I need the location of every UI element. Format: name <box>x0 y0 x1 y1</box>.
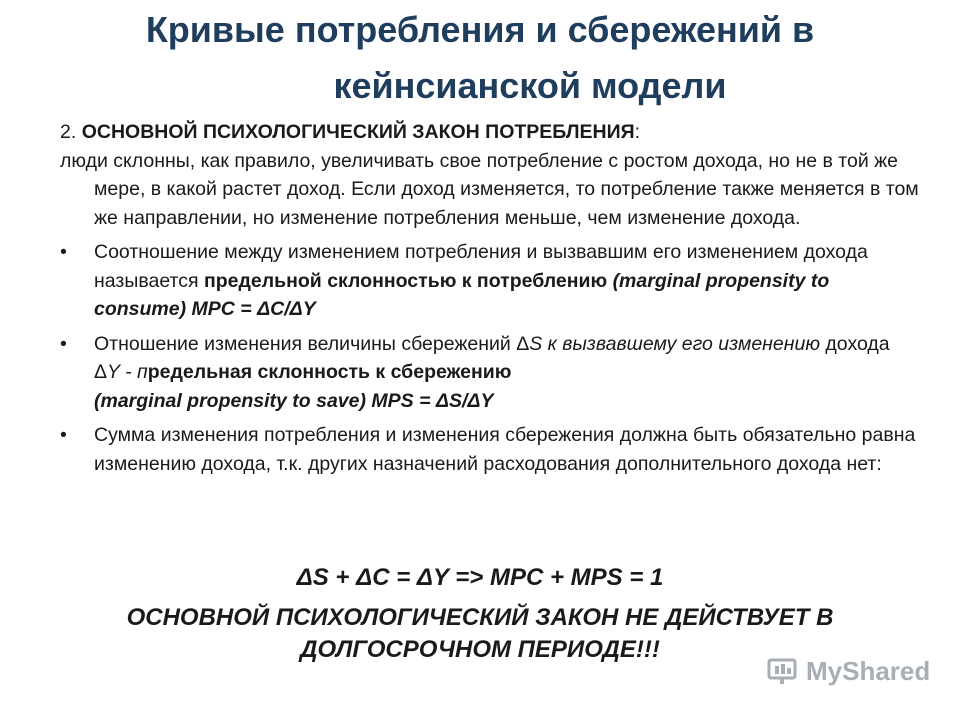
watermark-text: MyShared <box>806 656 931 686</box>
bullet-mps <box>60 330 920 416</box>
heading-colon: : <box>634 121 641 143</box>
law-conclusion-line1: ОСНОВНОЙ ПСИХОЛОГИЧЕСКИЙ ЗАКОН НЕ ДЕЙСТВУЕТ В <box>126 604 834 631</box>
bullet-mpc-term: предельной склонностью к потреблению <box>203 269 613 292</box>
bullet-mps-formula: (marginal propensity to save) MPS = ΔS/ΔY <box>94 389 494 412</box>
bullet-mps-text-c: дохода Δ <box>94 332 890 383</box>
bullet-icon: • <box>60 424 67 446</box>
bullet-sum-text: Сумма изменения потребления и изменения сбережения должна быть обязательно равна изменению дохода, т.к. других назначений расходования дополнительного дохода нет: <box>94 424 916 475</box>
bullet-mpc <box>60 238 920 324</box>
bullet-sum <box>60 421 920 478</box>
slide-title-line1: Кривые потребления и сбережений в <box>145 9 815 50</box>
slide-title <box>0 2 960 114</box>
heading-number: 2. <box>60 121 82 143</box>
bullet-mps-text-b: S к вызвавшему его изменению <box>529 332 821 355</box>
law-heading <box>60 118 920 147</box>
bullet-mpc-text: Соотношение между изменением потребления и вызвавшим его изменением дохода называется <box>94 241 868 292</box>
slide-content <box>60 118 920 478</box>
bullet-mps-term: редельная склонность к сбережению <box>147 361 512 383</box>
intro-paragraph: люди склонны, как правило, увеличивать свое потребление с ростом дохода, но не в той же мере, в какой растет доход. Если доход изменяется, то потребление также меняется в том же направлении, но изменение потребления меньше, чем изменение дохода. <box>60 149 919 229</box>
identity-formula: ΔS + ΔC = ΔY => MPC + MPS = 1 <box>296 564 664 591</box>
law-conclusion-line2: ДОЛГОСРОЧНОМ ПЕРИОДЕ!!! <box>300 636 660 663</box>
bullet-mps-text-a: Отношение изменения величины сбережений Δ <box>94 332 530 355</box>
bullet-icon: • <box>60 332 67 355</box>
slide-title-line2: кейнсианской модели <box>333 65 727 106</box>
bullet-mps-text-d: Y - п <box>107 361 148 383</box>
bullet-mpc-formula: (marginal propensity to consume) MPC = ΔC/ΔY <box>94 269 830 320</box>
heading-text: ОСНОВНОЙ ПСИХОЛОГИЧЕСКИЙ ЗАКОН ПОТРЕБЛЕНИЯ <box>81 121 635 143</box>
bullet-icon: • <box>60 241 67 263</box>
presentation-icon <box>766 657 800 687</box>
myshared-watermark <box>766 656 930 687</box>
